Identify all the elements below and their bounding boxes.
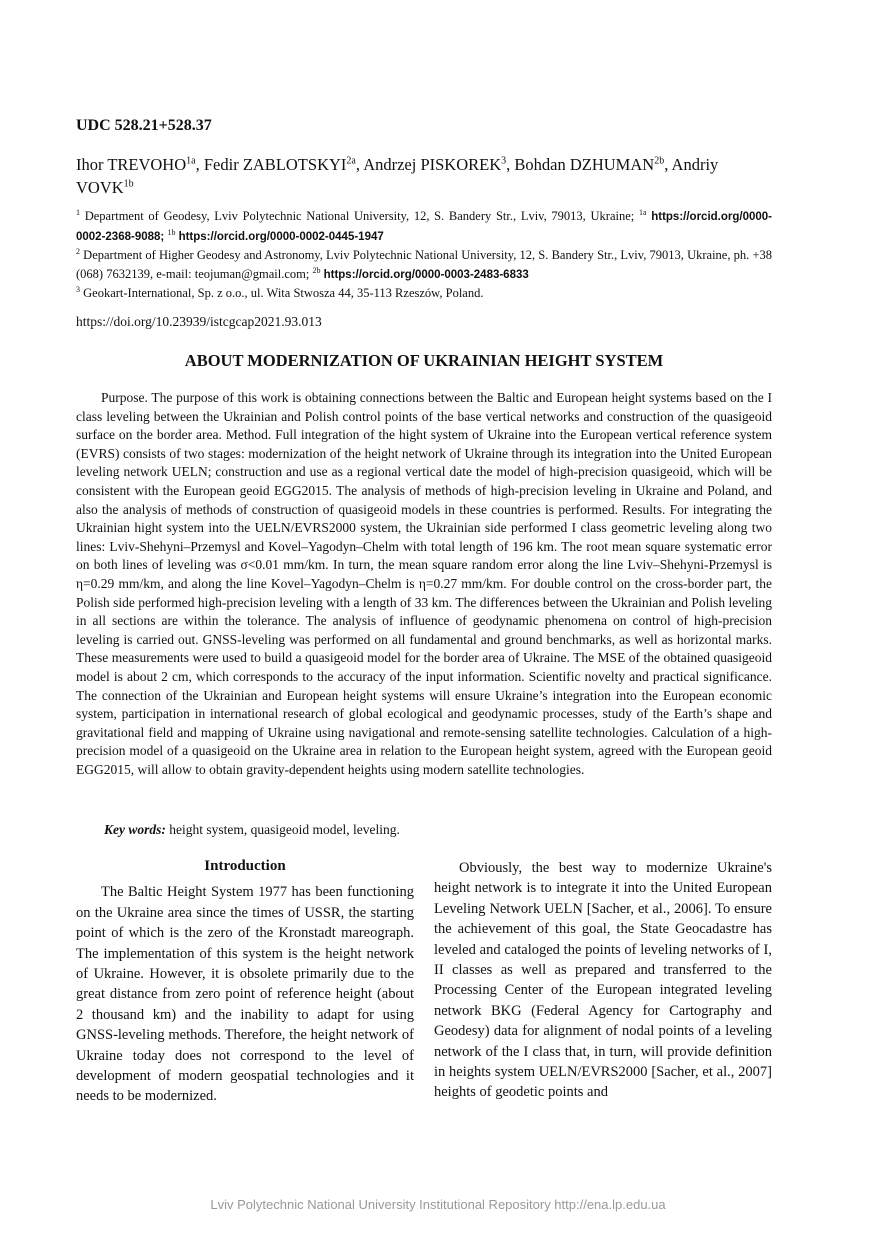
author-name: Andriy VOVK: [76, 155, 719, 197]
author-name: Ihor TREVOHO: [76, 155, 187, 174]
orcid-link[interactable]: https://orcid.org/0000-0003-2483-6833: [323, 268, 529, 281]
udc-code: UDC 528.21+528.37: [76, 117, 212, 134]
author-affiliation-mark: 2b: [654, 155, 665, 167]
affiliation-2: $^2$ Department of Higher Geodesy and Astronomy, Lviv Polytechnic National University, 12, S. Bandery Str., Lviv, 79013, Ukraine, ph. +38 (068) 7632139, e-mail: teojuman@gmail.com; $^{2b}$ https://orcid.org/0000-0003-2483-6833: [76, 246, 772, 281]
author-list: Ihor $TREVOHO^{1a}$, Fedir $ZABLOTSKYI^{2a}$, Andrzej PISKOREK$^3$, Bohdan $DZHUMAN^{2b}$, Andriy $VOVK^{1b}$: [76, 155, 719, 197]
section-heading: Introduction: [204, 858, 286, 874]
affiliations: [76, 207, 772, 303]
affiliation-1: $^1$ Department of Geodesy, Lviv Polytechnic National University, 12, S. Bandery Str., Lviv, 79013, Ukraine; $^{1a}$ https://orcid.org/0000-0002-2368-9088; $^{1b}$ https://orcid.org/0000-0002-0445-1947: [76, 207, 772, 243]
abstract: Purpose. The purpose of this work is obtaining connections between the Baltic and European height systems based on the I class leveling between the Ukrainian and Polish control points of the base vertical networks and construction of the quasigeoid surface on the border area. Method. Full integration of the hight system of Ukraine into the European vertical reference system (EVRS) consists of two stages: modernization of the height network of Ukraine through its integration into the United European leveling network UELN; construction and use as a regional vertical date the model of high-precision quasigeoid, which will be consistent with the European geoid EGG2015. The analysis of methods of high-precision leveling in Ukraine and Poland, and also the analysis of methods of construction of quasigeoid models in these countries is performed. Results. For integrating the Ukrainian hight system into the UELN/EVRS2000 system, the Ukrainian side performed I class geometric leveling along two lines: Lviv-Shehyni–Przemysl and Kovel–Yagodyn–Chelm with total length of 196 km. The root mean square systematic error on both lines of leveling was σ<0.01 mm/km. In turn, the mean square random error along the line Lviv–Shehyni-Przemysl is η=0.29 mm/km, and along the line Kovel–Yagodyn–Chelm is η=0.27 mm/km. For double control on the cross-border part, the Polish side performed high-precision leveling with a length of 33 km. The differences between the Ukrainian and Polish leveling in all sections are within the tolerance. The analysis of influence of geodynamic phenomena on control of high-precision leveling is carried out. GNSS-leveling was performed on all fundamental and ground benchmarks, as well as horizontal marks. These measurements were used to build a quasigeoid model for the border area of Ukraine. The MSE of the obtained quasigeoid model is about 2 cm, which corresponds to the accuracy of the input information. Scientific novelty and practical significance. The connection of the Ukrainian and European height systems will ensure Ukraine’s integration into the European economic system, participation in international research of global ecological and geodynamic processes, study of the Earth’s shape and gravitational field and mapping of Ukraine using navigational and remote-sensing satellite technologies. Calculation of a high-precision model of a quasigeoid on the Ukraine area in relation to the European height system, agreed with the European geoid EGG2015, will allow to obtain gravity-dependent heights using modern satellite technologies.: [76, 390, 772, 777]
author-affiliation-mark: 1a: [186, 155, 196, 167]
orcid-link[interactable]: https://orcid.org/0000-0002-0445-1947: [178, 230, 384, 243]
paragraph: The Baltic Height System 1977 has been functioning on the Ukraine area since the times of USSR, the starting point of which is the zero of the Kronstadt mareograph. The implementation of this system is the height network of Ukraine. However, it is obsolete primarily due to the great distance from zero point of reference height (about 2 thousand km) and the inability to adapt for using GNSS-leveling methods. Therefore, the height network of Ukraine today does not correspond to the level of development of modern geospatial technologies and it needs to be modernized.: [76, 884, 414, 1105]
repository-footer: Lviv Polytechnic National University Institutional Repository http://ena.lp.edu.ua: [210, 1197, 666, 1212]
keywords-text: height system, quasigeoid model, leveling.: [165, 822, 400, 837]
author-affiliation-mark: 2a: [346, 155, 356, 167]
author-affiliation-mark: 1b: [123, 178, 134, 190]
doi-link[interactable]: https://doi.org/10.23939/istcgcap2021.93.013: [76, 314, 322, 329]
author-name: Fedir ZABLOTSKYI: [203, 155, 347, 174]
affiliation-3: $^3$ Geokart-International, Sp. z o.o., ul. Wita Stwosza 44, 35-113 Rzeszów, Poland.: [76, 284, 484, 300]
author-affiliation-mark: 3: [501, 155, 507, 167]
paper-title: ABOUT MODERNIZATION OF UKRAINIAN HEIGHT SYSTEM: [184, 351, 664, 370]
keywords-label: Key words:: [104, 822, 166, 837]
keywords: [104, 822, 400, 838]
paragraph: Obviously, the best way to modernize Ukraine's height network is to integrate it into the United European Leveling Network UELN [Sacher, et al., 2006]. To ensure the achievement of this goal, the State Geocadastre has leveled and cataloged the points of leveling networks of I, II classes as well as prepared and transferred to the Processing Center of the European integrated leveling network BKG (Federal Agency for Cartography and Geodesy) data for alignment of nodal points of a leveling network of the I class that, in turn, will provide definition in heights system UELN/EVRS2000 [Sacher, et al., 2007] heights of geodetic points and: [434, 860, 772, 1101]
orcid-link[interactable]: https://orcid.org/0000-0002-2368-9088: [76, 211, 772, 243]
author-name: Bohdan DZHUMAN: [514, 155, 655, 174]
column-left: [76, 856, 414, 1107]
author-name: Andrzej PISKOREK: [363, 155, 502, 174]
column-right: [434, 858, 772, 1103]
